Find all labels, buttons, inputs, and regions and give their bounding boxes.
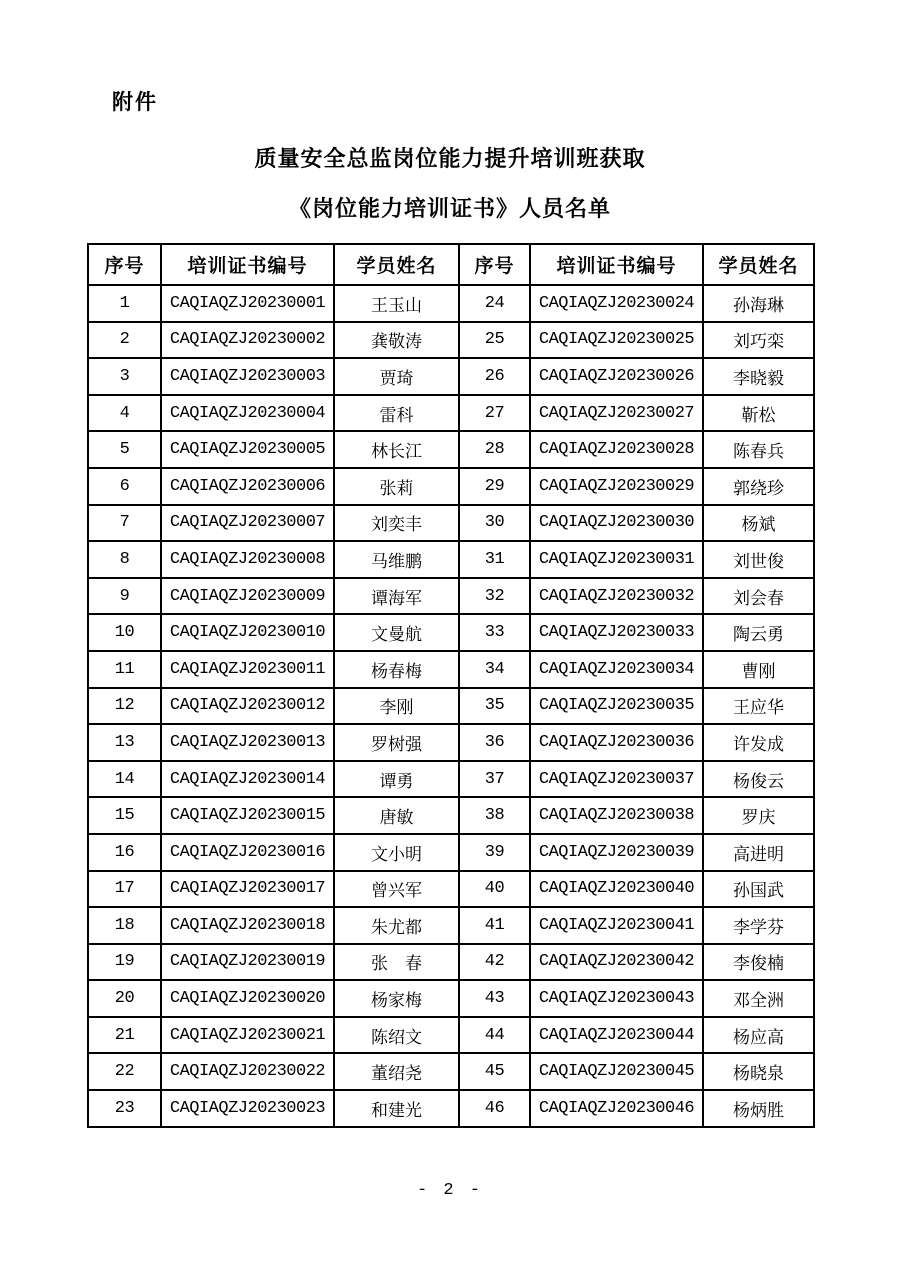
certificate-number-cell: CAQIAQZJ20230046 bbox=[530, 1090, 703, 1127]
serial-cell: 29 bbox=[459, 468, 530, 505]
certificate-number-cell: CAQIAQZJ20230026 bbox=[530, 358, 703, 395]
serial-cell: 32 bbox=[459, 578, 530, 615]
student-name-cell: 李晓毅 bbox=[703, 358, 814, 395]
serial-cell: 30 bbox=[459, 505, 530, 542]
certificate-number-cell: CAQIAQZJ20230009 bbox=[161, 578, 334, 615]
student-name-cell: 刘世俊 bbox=[703, 541, 814, 578]
table-row bbox=[88, 724, 814, 761]
serial-cell: 23 bbox=[88, 1090, 161, 1127]
serial-cell: 35 bbox=[459, 688, 530, 725]
student-name-cell: 王玉山 bbox=[334, 285, 459, 322]
serial-cell: 4 bbox=[88, 395, 161, 432]
student-name-cell: 许发成 bbox=[703, 724, 814, 761]
serial-cell: 13 bbox=[88, 724, 161, 761]
serial-cell: 38 bbox=[459, 797, 530, 834]
student-name-cell: 李刚 bbox=[334, 688, 459, 725]
student-name-cell: 谭勇 bbox=[334, 761, 459, 798]
certificate-number-cell: CAQIAQZJ20230032 bbox=[530, 578, 703, 615]
student-name-cell: 刘巧栾 bbox=[703, 322, 814, 359]
column-header: 培训证书编号 bbox=[161, 244, 334, 285]
certificate-number-cell: CAQIAQZJ20230030 bbox=[530, 505, 703, 542]
table-row bbox=[88, 358, 814, 395]
certificate-number-cell: CAQIAQZJ20230017 bbox=[161, 871, 334, 908]
column-header: 序号 bbox=[88, 244, 161, 285]
certificate-number-cell: CAQIAQZJ20230034 bbox=[530, 651, 703, 688]
student-name-cell: 郭绕珍 bbox=[703, 468, 814, 505]
certificate-number-cell: CAQIAQZJ20230019 bbox=[161, 944, 334, 981]
document-title-line1: 质量安全总监岗位能力提升培训班获取 bbox=[254, 146, 646, 171]
certificate-number-cell: CAQIAQZJ20230035 bbox=[530, 688, 703, 725]
certificate-number-cell: CAQIAQZJ20230022 bbox=[161, 1053, 334, 1090]
table-row bbox=[88, 688, 814, 725]
serial-cell: 6 bbox=[88, 468, 161, 505]
certificate-number-cell: CAQIAQZJ20230002 bbox=[161, 322, 334, 359]
certificate-number-cell: CAQIAQZJ20230027 bbox=[530, 395, 703, 432]
student-name-cell: 高进明 bbox=[703, 834, 814, 871]
student-name-cell: 杨炳胜 bbox=[703, 1090, 814, 1127]
student-name-cell: 靳松 bbox=[703, 395, 814, 432]
certificate-number-cell: CAQIAQZJ20230021 bbox=[161, 1017, 334, 1054]
serial-cell: 45 bbox=[459, 1053, 530, 1090]
page-number: - 2 - bbox=[416, 1181, 483, 1200]
student-name-cell: 文曼航 bbox=[334, 614, 459, 651]
column-header: 序号 bbox=[459, 244, 530, 285]
serial-cell: 15 bbox=[88, 797, 161, 834]
serial-cell: 3 bbox=[88, 358, 161, 395]
certificate-number-cell: CAQIAQZJ20230018 bbox=[161, 907, 334, 944]
serial-cell: 27 bbox=[459, 395, 530, 432]
certificate-number-cell: CAQIAQZJ20230043 bbox=[530, 980, 703, 1017]
certificate-number-cell: CAQIAQZJ20230013 bbox=[161, 724, 334, 761]
serial-cell: 16 bbox=[88, 834, 161, 871]
serial-cell: 33 bbox=[459, 614, 530, 651]
serial-cell: 12 bbox=[88, 688, 161, 725]
certificate-number-cell: CAQIAQZJ20230012 bbox=[161, 688, 334, 725]
student-name-cell: 陈春兵 bbox=[703, 431, 814, 468]
student-name-cell: 杨家梅 bbox=[334, 980, 459, 1017]
table-row bbox=[88, 614, 814, 651]
student-name-cell: 朱尤都 bbox=[334, 907, 459, 944]
column-header: 培训证书编号 bbox=[530, 244, 703, 285]
certificate-number-cell: CAQIAQZJ20230031 bbox=[530, 541, 703, 578]
table-row bbox=[88, 578, 814, 615]
certificate-number-cell: CAQIAQZJ20230015 bbox=[161, 797, 334, 834]
student-name-cell: 罗树强 bbox=[334, 724, 459, 761]
serial-cell: 24 bbox=[459, 285, 530, 322]
student-name-cell: 李学芬 bbox=[703, 907, 814, 944]
serial-cell: 5 bbox=[88, 431, 161, 468]
roster-table-head bbox=[88, 244, 814, 285]
certificate-number-cell: CAQIAQZJ20230045 bbox=[530, 1053, 703, 1090]
table-row bbox=[88, 468, 814, 505]
serial-cell: 26 bbox=[459, 358, 530, 395]
student-name-cell: 龚敬涛 bbox=[334, 322, 459, 359]
certificate-number-cell: CAQIAQZJ20230037 bbox=[530, 761, 703, 798]
serial-cell: 41 bbox=[459, 907, 530, 944]
table-row bbox=[88, 1090, 814, 1127]
attachment-label: 附件 bbox=[112, 90, 158, 114]
student-name-cell: 杨晓泉 bbox=[703, 1053, 814, 1090]
table-row bbox=[88, 1017, 814, 1054]
roster-table bbox=[87, 243, 815, 1128]
serial-cell: 20 bbox=[88, 980, 161, 1017]
column-header: 学员姓名 bbox=[703, 244, 814, 285]
student-name-cell: 董绍尧 bbox=[334, 1053, 459, 1090]
serial-cell: 44 bbox=[459, 1017, 530, 1054]
table-row bbox=[88, 871, 814, 908]
serial-cell: 40 bbox=[459, 871, 530, 908]
student-name-cell: 谭海军 bbox=[334, 578, 459, 615]
table-row bbox=[88, 944, 814, 981]
serial-cell: 28 bbox=[459, 431, 530, 468]
serial-cell: 37 bbox=[459, 761, 530, 798]
student-name-cell: 杨斌 bbox=[703, 505, 814, 542]
student-name-cell: 王应华 bbox=[703, 688, 814, 725]
certificate-number-cell: CAQIAQZJ20230040 bbox=[530, 871, 703, 908]
table-row bbox=[88, 431, 814, 468]
certificate-number-cell: CAQIAQZJ20230024 bbox=[530, 285, 703, 322]
certificate-number-cell: CAQIAQZJ20230028 bbox=[530, 431, 703, 468]
student-name-cell: 和建光 bbox=[334, 1090, 459, 1127]
table-row bbox=[88, 395, 814, 432]
student-name-cell: 杨应高 bbox=[703, 1017, 814, 1054]
student-name-cell: 陈绍文 bbox=[334, 1017, 459, 1054]
certificate-number-cell: CAQIAQZJ20230025 bbox=[530, 322, 703, 359]
serial-cell: 8 bbox=[88, 541, 161, 578]
certificate-number-cell: CAQIAQZJ20230007 bbox=[161, 505, 334, 542]
student-name-cell: 曹刚 bbox=[703, 651, 814, 688]
serial-cell: 7 bbox=[88, 505, 161, 542]
certificate-number-cell: CAQIAQZJ20230041 bbox=[530, 907, 703, 944]
student-name-cell: 刘会春 bbox=[703, 578, 814, 615]
serial-cell: 36 bbox=[459, 724, 530, 761]
serial-cell: 39 bbox=[459, 834, 530, 871]
serial-cell: 18 bbox=[88, 907, 161, 944]
table-row bbox=[88, 505, 814, 542]
serial-cell: 25 bbox=[459, 322, 530, 359]
student-name-cell: 孙国武 bbox=[703, 871, 814, 908]
document-title-line2: 《岗位能力培训证书》人员名单 bbox=[288, 196, 611, 221]
table-header-row bbox=[88, 244, 814, 285]
serial-cell: 22 bbox=[88, 1053, 161, 1090]
certificate-number-cell: CAQIAQZJ20230038 bbox=[530, 797, 703, 834]
roster-table-body bbox=[88, 285, 814, 1127]
certificate-number-cell: CAQIAQZJ20230011 bbox=[161, 651, 334, 688]
student-name-cell: 刘奕丰 bbox=[334, 505, 459, 542]
serial-cell: 21 bbox=[88, 1017, 161, 1054]
serial-cell: 43 bbox=[459, 980, 530, 1017]
table-row bbox=[88, 285, 814, 322]
student-name-cell: 唐敏 bbox=[334, 797, 459, 834]
student-name-cell: 杨俊云 bbox=[703, 761, 814, 798]
student-name-cell: 孙海琳 bbox=[703, 285, 814, 322]
certificate-number-cell: CAQIAQZJ20230020 bbox=[161, 980, 334, 1017]
student-name-cell: 贾琦 bbox=[334, 358, 459, 395]
certificate-number-cell: CAQIAQZJ20230039 bbox=[530, 834, 703, 871]
certificate-number-cell: CAQIAQZJ20230036 bbox=[530, 724, 703, 761]
certificate-number-cell: CAQIAQZJ20230003 bbox=[161, 358, 334, 395]
certificate-number-cell: CAQIAQZJ20230010 bbox=[161, 614, 334, 651]
certificate-number-cell: CAQIAQZJ20230023 bbox=[161, 1090, 334, 1127]
student-name-cell: 陶云勇 bbox=[703, 614, 814, 651]
table-row bbox=[88, 651, 814, 688]
table-row bbox=[88, 907, 814, 944]
certificate-number-cell: CAQIAQZJ20230014 bbox=[161, 761, 334, 798]
student-name-cell: 文小明 bbox=[334, 834, 459, 871]
serial-cell: 11 bbox=[88, 651, 161, 688]
certificate-number-cell: CAQIAQZJ20230008 bbox=[161, 541, 334, 578]
serial-cell: 2 bbox=[88, 322, 161, 359]
serial-cell: 17 bbox=[88, 871, 161, 908]
serial-cell: 10 bbox=[88, 614, 161, 651]
student-name-cell: 邓全洲 bbox=[703, 980, 814, 1017]
student-name-cell: 张莉 bbox=[334, 468, 459, 505]
table-row bbox=[88, 322, 814, 359]
table-row bbox=[88, 761, 814, 798]
serial-cell: 14 bbox=[88, 761, 161, 798]
student-name-cell: 雷科 bbox=[334, 395, 459, 432]
certificate-number-cell: CAQIAQZJ20230016 bbox=[161, 834, 334, 871]
table-row bbox=[88, 980, 814, 1017]
table-row bbox=[88, 797, 814, 834]
student-name-cell: 罗庆 bbox=[703, 797, 814, 834]
student-name-cell: 曾兴军 bbox=[334, 871, 459, 908]
certificate-number-cell: CAQIAQZJ20230033 bbox=[530, 614, 703, 651]
certificate-number-cell: CAQIAQZJ20230001 bbox=[161, 285, 334, 322]
table-row bbox=[88, 541, 814, 578]
student-name-cell: 张 春 bbox=[334, 944, 459, 981]
certificate-number-cell: CAQIAQZJ20230042 bbox=[530, 944, 703, 981]
certificate-number-cell: CAQIAQZJ20230005 bbox=[161, 431, 334, 468]
serial-cell: 34 bbox=[459, 651, 530, 688]
serial-cell: 1 bbox=[88, 285, 161, 322]
student-name-cell: 李俊楠 bbox=[703, 944, 814, 981]
certificate-number-cell: CAQIAQZJ20230004 bbox=[161, 395, 334, 432]
certificate-number-cell: CAQIAQZJ20230029 bbox=[530, 468, 703, 505]
student-name-cell: 杨春梅 bbox=[334, 651, 459, 688]
serial-cell: 31 bbox=[459, 541, 530, 578]
column-header: 学员姓名 bbox=[334, 244, 459, 285]
certificate-number-cell: CAQIAQZJ20230044 bbox=[530, 1017, 703, 1054]
serial-cell: 46 bbox=[459, 1090, 530, 1127]
serial-cell: 42 bbox=[459, 944, 530, 981]
table-row bbox=[88, 1053, 814, 1090]
student-name-cell: 林长江 bbox=[334, 431, 459, 468]
student-name-cell: 马维鹏 bbox=[334, 541, 459, 578]
certificate-number-cell: CAQIAQZJ20230006 bbox=[161, 468, 334, 505]
serial-cell: 19 bbox=[88, 944, 161, 981]
table-row bbox=[88, 834, 814, 871]
serial-cell: 9 bbox=[88, 578, 161, 615]
